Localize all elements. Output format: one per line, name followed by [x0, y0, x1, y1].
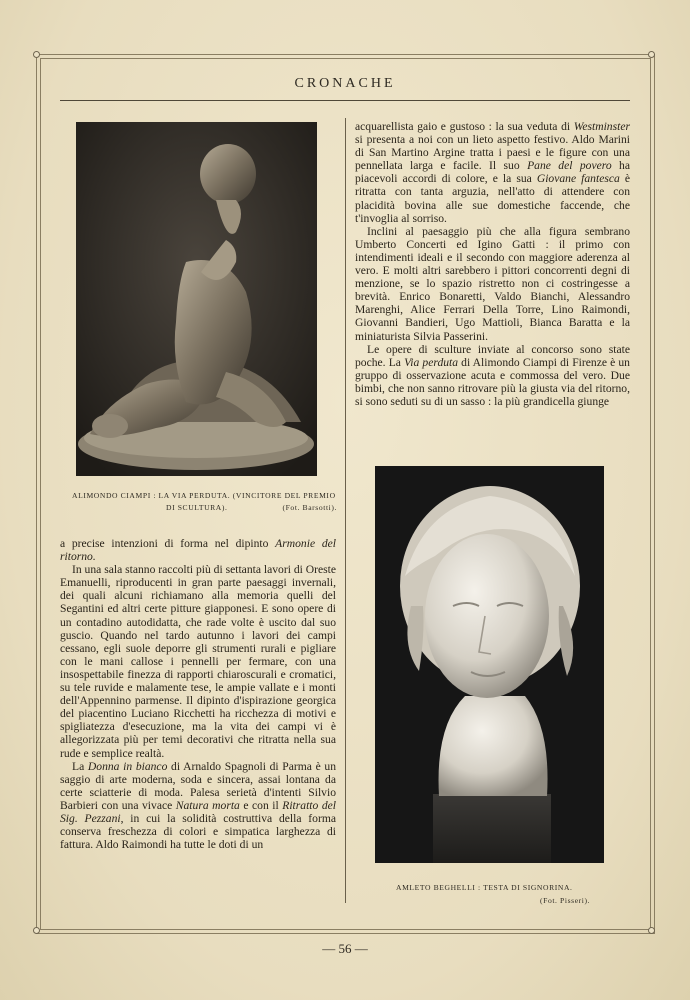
text-run: La [72, 759, 88, 773]
italic-title-via-perduta: Via perduta [404, 355, 459, 369]
text-run: e con il [239, 798, 283, 812]
left-paragraph-1 [60, 537, 336, 563]
text-run: si presenta a noi con un lieto aspetto festivo. Aldo Marini di San Martino Argine tratta i paesi e le figure con una pennellata larga e facile. Il suo [355, 133, 630, 173]
caption-left-line1: ALIMONDO CIAMPI : LA VIA PERDUTA. (VINCITORE DEL PREMIO [72, 491, 336, 500]
page-number: — 56 — [322, 941, 368, 956]
photo-credit-left: (Fot. Barsotti). [282, 503, 337, 512]
right-paragraph-1 [355, 120, 630, 225]
right-paragraph-2: Inclini al paesaggio più che alla figura sembrano Umberto Concerti ed Igino Gatti : il primo con intendimenti ideali e il secondo con maggiore aderenza al vero. E molti altri sarebbero i pittori concorrenti degni di menzione, se lo spazio ristretto non ci costringesse a brevità. Enrico Bonaretti, Valdo Bianchi, Alessandro Marenghi, Alice Ferrari Della Torre, Lino Raimondi, Giovanni Bandieri, Ugo Mattioli, Bianca Baratta e la miniaturista Silvia Passerini. [355, 224, 630, 343]
italic-title-donna-in-bianco: Donna in bianco [87, 759, 168, 773]
left-paragraph-2: In una sala stanno raccolti più di settanta lavori di Oreste Emanuelli, riproducenti in gran parte paesaggi invernali, dei quali alcuni richiamano alla memoria quelli del Segantini ed altri certe pitture giapponesi. E sono opere di un contadino autodidatta, che rade volte è uscito dal suo guscio. Quando nel tardo autunno i lavori dei campi cessano, egli suole deporre gli strumenti rurali e pigliare con le mani callose i pennelli per fermare, con una insospettabile finezza di rapporti chiaroscurali e cromatici, su tele ruvide e malamente tese, le ampie vallate e i monti dell'Appennino parmense. Il dipinto d'ispirazione georgica del piacentino Luciano Ricchetti ha ricchezza di motivi e spigliatezza d'esecuzione, ma la vita dei campi vi è allegorizzata più per temi decorativi che ritratta nella sua rude e semplice realtà. [60, 563, 336, 760]
corner-ornament-top-right [648, 51, 655, 58]
corner-ornament-bottom-right [648, 927, 655, 934]
photo-credit-right: (Fot. Pisseri). [540, 896, 591, 905]
text-run: è ritratta con tanta arguzia, nell'atto di attendere con placidità bovina alle sue domestiche faccende, che t'invoglia al sorriso. [355, 172, 630, 225]
left-paragraph-3 [60, 760, 336, 852]
text-run: ha piacevoli accordi di colore, e la sua [355, 159, 630, 186]
text-run: di Arnaldo Spagnoli di Parma è un saggio di arte moderna, soda e sincera, assai lontana da certe sciatterie di moda. Palesa serietà d'intenti Silvio Barbieri con una vivace [60, 759, 336, 812]
text-run: a precise intenzioni di forma nel dipinto [60, 537, 276, 550]
right-column-text [355, 120, 630, 408]
italic-title-armonie-del-ritorno: Armonie del ritorno. [60, 537, 336, 564]
caption-left-line2: DI SCULTURA). [166, 503, 228, 512]
sculpture-photo-via-perduta [76, 122, 317, 476]
left-column-text [60, 537, 336, 851]
column-divider [345, 118, 346, 903]
italic-title-giovane-fantesca: Giovane fantesca [536, 172, 620, 186]
text-run: di Alimondo Ciampi di Firenze è un gruppo di osservazione acuta e commossa del vero. Due bimbi, che non sanno ritrovare più la giusta via del ritorno, si sono seduti su di un sasso : la più grandicella giunge [355, 355, 630, 408]
corner-ornament-top-left [33, 51, 40, 58]
italic-title-natura-morta: Natura morta [175, 798, 240, 812]
text-run: , in cui la solidità costruttiva della forma conserva freschezza di colori e simpatica larghezza di fattura. Aldo Raimondi ha tutte le doti di un [60, 811, 336, 852]
italic-title-ritratto-pezzani: Ritratto del Sig. Pezzani [60, 798, 336, 825]
text-run: acquarellista gaio e gustoso : la sua veduta di [355, 120, 574, 133]
running-header: CRONACHE [294, 76, 396, 91]
text-run: Le opere di sculture inviate al concorso sono state poche. La [355, 342, 630, 369]
corner-ornament-bottom-left [33, 927, 40, 934]
italic-title-westminster: Westminster [573, 120, 630, 133]
figure-caption-right: AMLETO BEGHELLI : TESTA DI SIGNORINA. [396, 883, 573, 892]
sculpture-photo-testa-di-signorina [375, 466, 604, 863]
italic-title-pane-del-povero: Pane del povero [527, 159, 612, 173]
figure-caption-left [72, 490, 337, 514]
header-rule [60, 100, 630, 101]
right-paragraph-3 [355, 343, 630, 408]
